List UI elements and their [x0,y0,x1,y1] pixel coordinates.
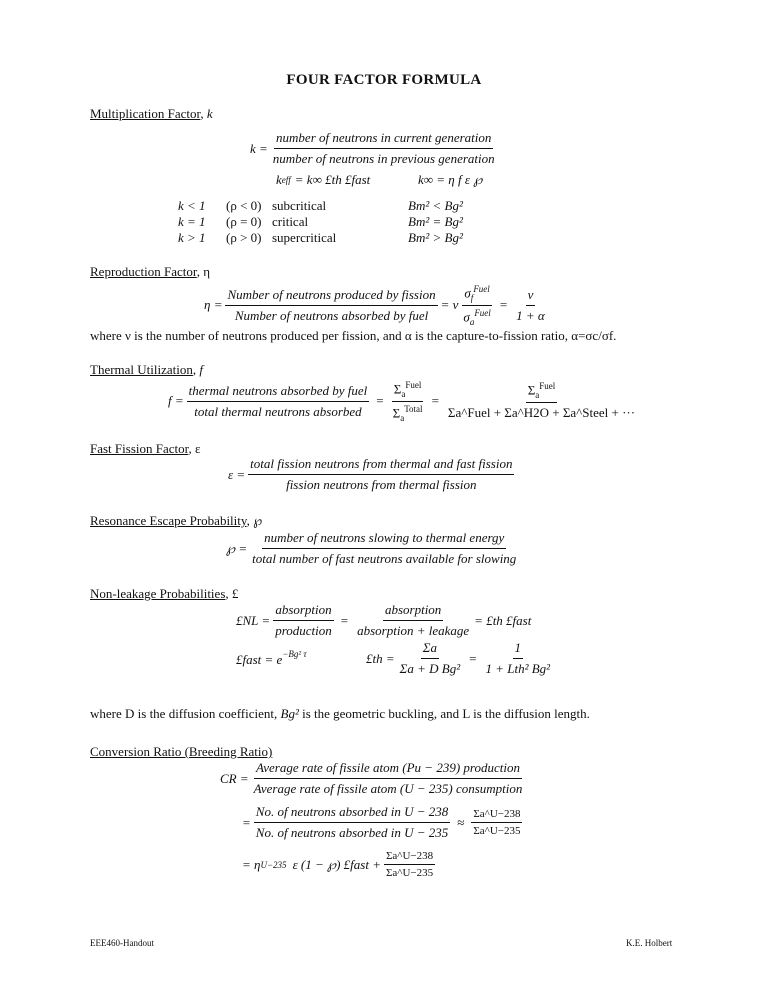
fraction-denominator: 1 + α [516,307,545,323]
reproduction-note: where ν is the number of neutrons produced per fission, and α is the capture-to-fission ratio, α=σc/σf. [90,328,617,343]
state-buckling: Bm² < Bg² [408,198,463,213]
sigma-numerator [462,284,491,306]
section-heading-conversion [90,744,272,760]
section-heading-leakage: Non-leakage Probabilities, £ [90,586,239,601]
sigma-denominator: $\Sigma_a^{Total}$ [392,403,423,423]
fraction [187,383,370,420]
sigma: σ [463,309,470,325]
fraction-numerator: total fission neutrons from thermal and fast fission [248,456,514,475]
fraction-numerator: thermal neutrons absorbed by fuel [187,383,370,402]
equation-cr [220,760,527,797]
sub: a [401,388,406,399]
fraction-denominator: absorption + leakage [357,623,470,638]
exponent: −Bg² τ [282,649,307,659]
fraction-numerator: absorption [273,602,333,621]
fraction-numerator: absorption [383,602,443,621]
heading-text: Reproduction Factor [90,264,197,279]
footer-left: EEE460-Handout [90,938,154,948]
note-part: where D is the diffusion coefficient, [90,706,278,721]
keff-rhs: = k∞ £th £fast [294,172,371,187]
state-cond: k > 1 [178,230,206,245]
heading-symbol: η [203,264,211,279]
table-row [178,214,463,230]
sigma-sum-fraction [446,381,637,421]
state-label: subcritical [272,198,327,213]
approx-sign: ≈ [457,814,465,830]
fraction-denominator: Σa^U−235 [473,825,521,837]
fraction-denominator: 1 + Lth² Bg² [485,661,551,676]
equation-eta: η = $\frac{\text{Number of neutrons produced by fission}}{\text{Number of neutrons absorbed by fuel}}$ = ν $\frac{\sigma_f^{Fuel}}{\sigma_a^{Fuel}}$ = $\frac{\nu}{1 + \alpha}$ [204,284,545,327]
eta-subscript: U−235 [260,859,287,870]
eq-lhs: η = [204,297,223,313]
equation-thermal-leakage: £th = $\frac{\Sigma a}{\text{Σa + D Bg²}}$ = $\frac{1}{\text{1 + Lth² Bg²}}$ [366,640,551,676]
state-rho: (ρ < 0) [226,198,262,213]
leakage-note [90,706,590,722]
note-part: is the geometric buckling, and L is the diffusion length. [302,706,590,721]
note-buckling: Bg² [280,706,299,721]
nu-term: = ν [440,297,459,313]
fraction [254,804,450,841]
table-row [178,230,463,246]
fraction-numerator: Σa^U−238 [471,808,522,823]
footer-right: K.E. Holbert [626,938,673,948]
fraction [273,602,334,639]
sigma-sum-denominator: Σa^Fuel + Σa^H2O + Σa^Steel + ··· [447,405,636,421]
fraction [483,640,552,677]
sigma-numerator: $\Sigma_a^{Fuel}$ [526,381,558,403]
equation-f: f = $\frac{\text{thermal neutrons absorbed by fuel}}{\text{total thermal neutrons absorbed}}$ = $\frac{\Sigma_a^{Fuel}}{\Sigma_a^{Total}}$ = $\frac{\Sigma_a^{Fuel}}{\text{Σa\textasciicircum{}Fuel + Σa\textasciicircum{}H2O + Σa\textasciicircum{}Steel + ···}}$ [168,380,636,423]
fraction-denominator: Number of neutrons absorbed by fuel [234,307,429,323]
fraction-numerator: No. of neutrons absorbed in U − 238 [254,804,450,823]
fraction [248,456,514,493]
eq-lhs: k = [250,140,268,156]
fraction-denominator: Σa + D Bg² [399,661,461,676]
eq-lhs: £NL = [236,612,271,628]
section-heading-fast: Fast Fission Factor, ε [90,441,201,456]
eq-lhs: = η [242,856,261,872]
equation-kinf [418,172,482,188]
eq-mid: ε (1 − ℘) £fast + [292,856,381,872]
state-cond: k = 1 [178,214,206,229]
eq-lhs: = [242,814,251,830]
fraction-numerator: 1 [513,640,524,659]
fraction-numerator: Σa [421,640,439,659]
state-cond: k < 1 [178,198,206,213]
table-row [178,198,463,214]
section-heading-reproduction: Reproduction Factor, η [90,264,211,279]
sigma-fraction [384,850,435,879]
fraction [225,287,437,324]
section-heading-thermal: Thermal Utilization, f [90,362,204,377]
state-buckling: Bm² > Bg² [408,230,463,245]
heading-text: Conversion Ratio (Breeding Ratio) [90,744,273,759]
fraction-denominator: Σa^U−235 [386,867,434,879]
sub: f [470,292,474,303]
fraction [271,130,497,167]
equation-epsilon [228,456,517,493]
fraction-numerator: number of neutrons slowing to thermal energy [262,530,506,549]
fraction [355,602,471,639]
fraction-numerator: Average rate of fissile atom (Pu − 239) production [254,760,522,779]
fraction-numerator: Σa^U−238 [384,850,435,865]
sup: Fuel [474,307,491,318]
sup: Fuel [473,284,490,294]
state-rho: (ρ = 0) [226,214,262,229]
heading-symbol: ℘ [253,513,263,528]
fraction-denominator: number of neutrons in previous generation [272,151,495,166]
sigma-denominator [461,306,492,327]
heading-symbol: £ [231,586,239,601]
fraction [398,640,462,677]
fraction-denominator: total thermal neutrons absorbed [194,403,362,419]
fraction-denominator: No. of neutrons absorbed in U − 235 [255,825,449,840]
section-heading-multiplication: Multiplication Factor, k [90,106,213,121]
fraction-denominator: total number of fast neutrons available for slowing [252,551,517,566]
heading-text: Non-leakage Probabilities [90,586,226,601]
sigma-numerator [392,380,424,402]
state-label: critical [272,214,309,229]
nu-fraction [514,287,547,324]
keff-symbol: k [276,172,282,187]
eq-rhs: = £th £fast [474,612,532,628]
sub: a [400,412,405,423]
heading-text: Resonance Escape Probability [90,513,247,528]
eq-lhs: ε = [228,466,246,482]
equation-nonleakage: £NL = $\frac{\text{absorption}}{\text{production}}$ = $\frac{\text{absorption}}{\text{absorption + leakage}}$ = £th £fast [236,602,532,638]
equation-keff [276,172,370,188]
sigma-fraction [461,284,492,327]
eq-lhs: CR = [220,770,249,786]
eq-lhs: £th = [366,650,395,666]
state-rho: (ρ > 0) [226,230,262,245]
heading-text: Fast Fission Factor [90,441,189,456]
fraction [250,530,518,567]
fraction [252,760,525,797]
state-label: supercritical [272,230,337,245]
heading-text: Multiplication Factor [90,106,201,121]
fraction-numerator: ν [526,287,536,306]
equation-k [250,130,500,167]
page-title: FOUR FACTOR FORMULA [286,72,482,88]
eq-lhs: f = [168,393,184,409]
fraction-denominator: production [275,623,332,638]
kinf-text: k∞ = η f ε ℘ [418,172,483,187]
state-buckling: Bm² = Bg² [408,214,463,229]
equation-cr-2 [242,804,525,841]
sigma: Σ [393,381,402,397]
fraction-denominator: fission neutrons from thermal fission [286,477,477,492]
equation-cr-3 [242,850,438,879]
sup: Total [404,403,423,414]
sigma: σ [464,285,471,301]
heading-symbol: ε [194,441,201,456]
eq-lhs: ℘ = [226,540,248,556]
heading-symbol: k [206,106,213,121]
fraction-denominator: Average rate of fissile atom (U − 235) consumption [253,781,523,796]
fraction-numerator: number of neutrons in current generation [274,130,493,149]
criticality-table [178,198,463,246]
heading-text: Thermal Utilization [90,362,193,377]
heading-symbol: f [199,362,204,377]
section-heading-resonance: Resonance Escape Probability, ℘ [90,513,263,528]
sigma-fraction [391,380,425,423]
equation-p [226,530,521,567]
fraction-numerator: Number of neutrons produced by fission [225,287,437,306]
sup: Fuel [405,380,422,390]
sigma-fraction [471,808,522,837]
sub: a [469,316,475,327]
eq-lhs: £fast = e [236,652,283,667]
equation-fast-leakage [236,649,307,668]
keff-subscript: eff [281,175,291,185]
